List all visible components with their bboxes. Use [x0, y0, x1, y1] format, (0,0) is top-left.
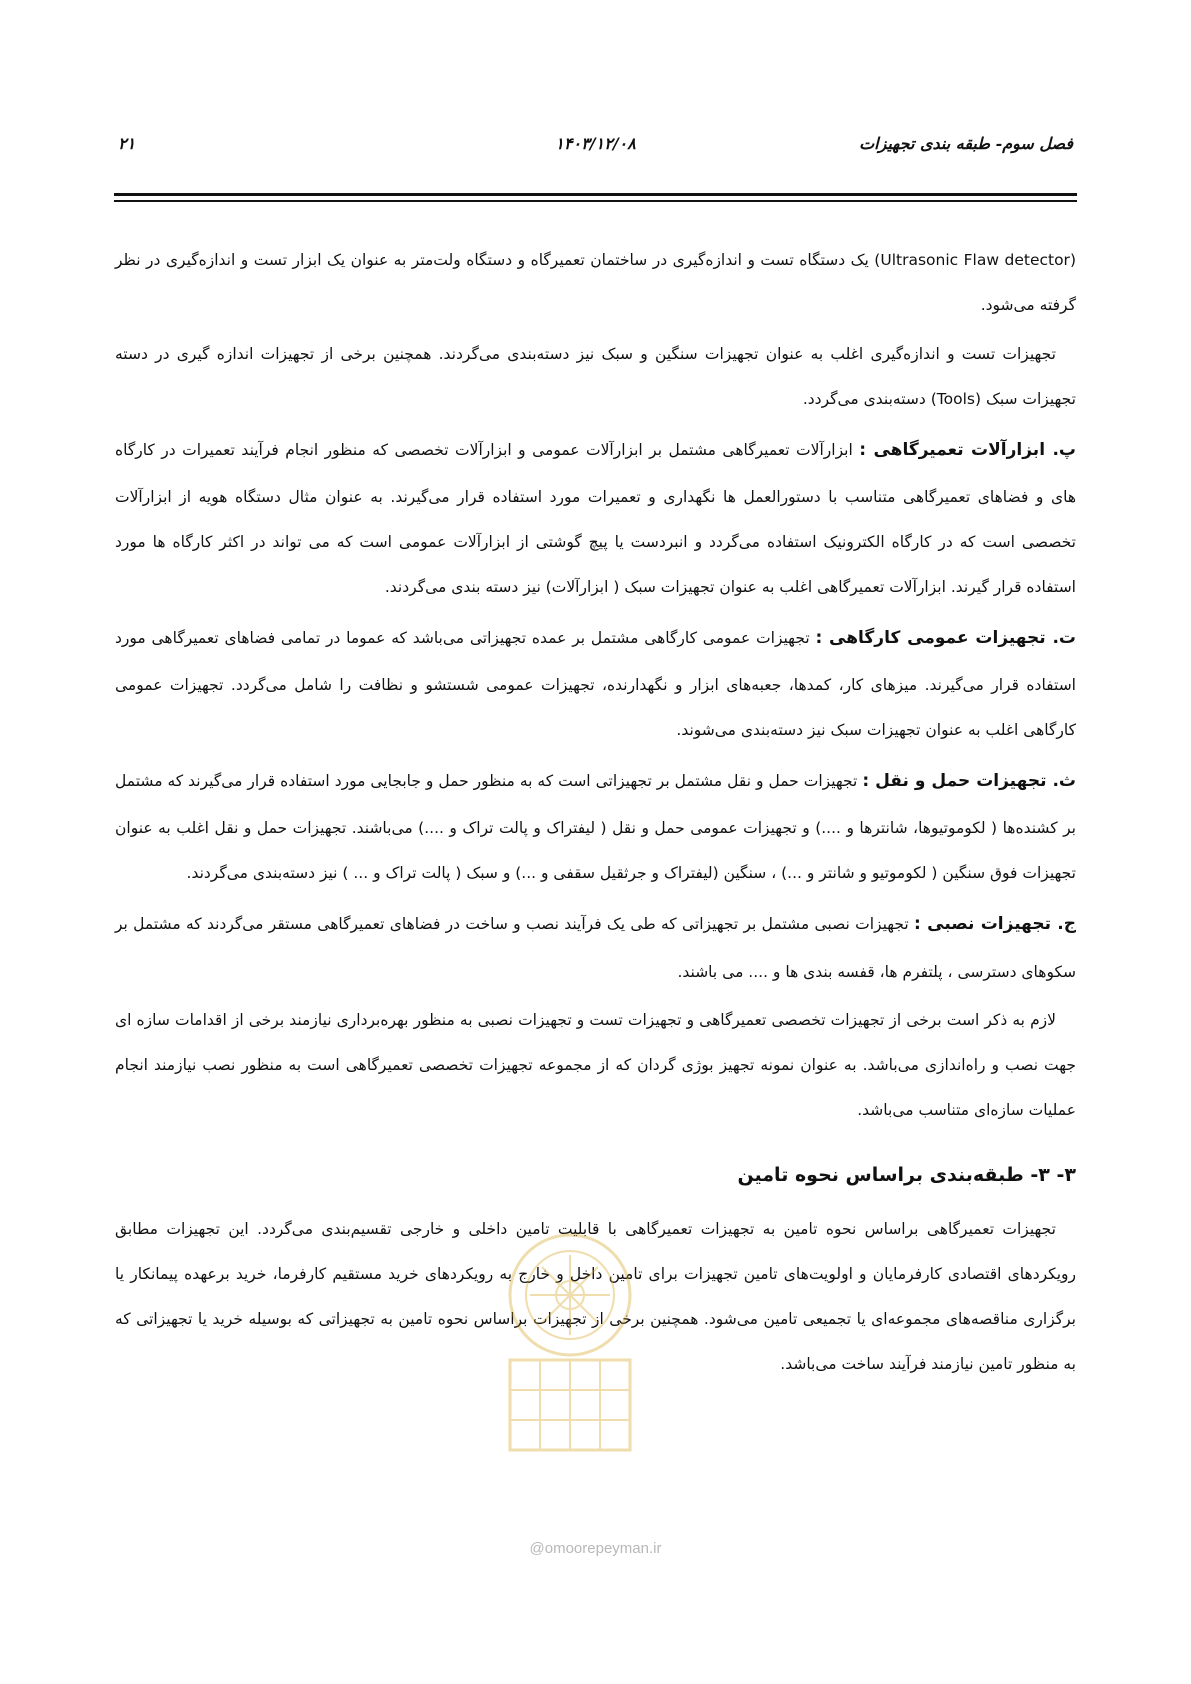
- header-date: ۱۴۰۳/۱۲/۰۸: [555, 134, 636, 153]
- paragraph-ultrasonic: (Ultrasonic Flaw detector) یک دستگاه تست و اندازه‌گیری در ساختمان تعمیرگاه و دستگاه ولت‌متر به عنوان یک ابزار تست و اندازه‌گیری در نظر گرفته می‌شود.: [115, 251, 1076, 314]
- text-workshop-tools: ابزارآلات تعمیرگاهی مشتمل بر ابزارآلات عمومی و ابزارآلات تخصصی که منظور انجام فرآیند تعمیرات در کارگاه های و فضاهای تعمیرگاهی متناسب با دستورالعمل ها نگهداری و تعمیرات مورد استفاده قرار می‌گیرند. به عنوان مثال دستگاه هویه از ابزارآلات تخصصی است که در کارگاه الکترونیک استفاده می‌گردد و انبردست یا پیچ گوشتی از ابزارآلات عمومی است که می تواند در اکثر کارگاه ها مورد استفاده قرار گیرند. ابزارآلات تعمیرگاهی اغلب به عنوان تجهیزات سبک ( ابزارآلات) نیز دسته بندی می‌گردند.: [115, 440, 1076, 596]
- heading-general-equipment: ت. تجهیزات عمومی کارگاهی :: [815, 627, 1076, 648]
- heading-installed-equipment: ج. تجهیزات نصبی :: [914, 914, 1076, 935]
- header-rule-thick: [114, 193, 1077, 196]
- page-number: ۲۱: [118, 134, 136, 153]
- paragraph-general-equipment: [115, 614, 1076, 753]
- heading-workshop-tools: پ. ابزارآلات تعمیرگاهی :: [859, 439, 1076, 460]
- paragraph-test-equipment: تجهیزات تست و اندازه‌گیری اغلب به عنوان تجهیزات سنگین و سبک نیز دسته‌بندی می‌گردند. همچنین برخی از تجهیزات اندازه گیری در دسته تجهیزات سبک (Tools) دسته‌بندی می‌گردد.: [115, 344, 1076, 408]
- header-rule-thin: [114, 200, 1077, 202]
- text-installed-equipment: تجهیزات نصبی مشتمل بر تجهیزاتی که طی یک فرآیند نصب و ساخت در فضاهای تعمیرگاهی مستقر می‌گردند که مشتمل بر سکوهای دسترسی ، پلتفرم ها، قفسه بندی ها و .... می باشند.: [115, 915, 1076, 981]
- paragraph-structural-note: لازم به ذکر است برخی از تجهیزات تخصصی تعمیرگاهی و تجهیزات تست و تجهیزات نصبی به منظور بهره‌برداری نیازمند برخی از اقدامات سازه ای جهت نصب و راه‌اندازی می‌باشد. به عنوان نمونه تجهیز بوژی گردان که از مجموعه تجهیزات تخصصی تعمیرگاهی است به منظور نصب نیازمند انجام عملیات سازه‌ای متناسب می‌باشد.: [115, 1011, 1076, 1120]
- heading-transport-equipment: ث. تجهیزات حمل و نقل :: [862, 771, 1076, 792]
- paragraph-supply-classification: تجهیزات تعمیرگاهی براساس نحوه تامین به تجهیزات تعمیرگاهی با قابلیت تامین داخلی و خارجی تقسیم‌بندی می‌گردد. این تجهیزات مطابق رویکردهای اقتصادی کارفرمایان و اولویت‌های تامین تجهیزات برای تامین داخل و خارج به رویکردهای خرید مستقیم کارفرما، خرید برعهده پیمانکار یا برگزاری مناقصه‌های مجموعه‌ای یا تجمیعی تامین می‌شود. همچنین برخی از تجهیزات براساس نحوه تامین به تجهیزاتی که بوسیله خرید یا تجهیزاتی که به منظور تامین نیازمند فرآیند ساخت می‌باشد.: [115, 1219, 1076, 1373]
- page-header: [118, 130, 1073, 158]
- text-transport-equipment: تجهیزات حمل و نقل مشتمل بر تجهیزاتی است که به منظور حمل و جابجایی مورد استفاده قرار می‌گیرند که مشتمل بر کشنده‌ها ( لکوموتیوها، شانترها و ....) و تجهیزات عمومی حمل و نقل ( لیفتراک و پالت تراک و ....) می‌باشند. تجهیزات حمل و نقل اغلب به عنوان تجهیزات فوق سنگین ( لکوموتیو و شانتر و ...) ، سنگین (لیفتراک و جرثقیل سقفی و ...) و سبک ( پالت تراک و ... ) نیز دسته‌بندی می‌گردند.: [115, 772, 1076, 883]
- document-body: [115, 238, 1076, 1391]
- paragraph-transport-equipment: [115, 757, 1076, 896]
- paragraph-installed-equipment: [115, 900, 1076, 994]
- watermark-text: @omoorepeyman.ir: [529, 1540, 662, 1557]
- chapter-title: فصل سوم- طبقه بندی تجهیزات: [859, 134, 1073, 153]
- text-general-equipment: تجهیزات عمومی کارگاهی مشتمل بر عمده تجهیزاتی می‌باشد که عموما در تمامی فضاهای تعمیرگاهی مورد استفاده قرار می‌گیرند. میزهای کار، کمدها، جعبه‌های ابزار و نگهدارنده، تجهیزات عمومی شستشو و نظافت را شامل می‌گردد. تجهیزات عمومی کارگاهی اغلب به عنوان تجهیزات سبک نیز دسته‌بندی می‌شوند.: [115, 628, 1076, 740]
- section-heading: ۳- ۳- طبقه‌بندی براساس نحوه تامین: [737, 1164, 1076, 1187]
- paragraph-workshop-tools: [115, 426, 1076, 610]
